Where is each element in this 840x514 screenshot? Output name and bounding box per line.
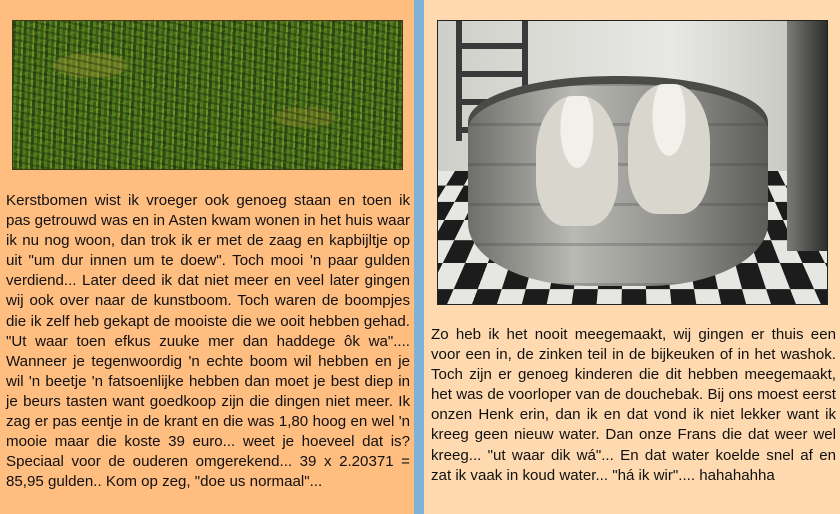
photo-child-left (536, 96, 618, 226)
photo-child-right (628, 84, 710, 214)
bathtub-photo (437, 20, 828, 305)
photo-door (787, 21, 827, 251)
left-story-text: Kerstbomen wist ik vroeger ook genoeg staan en toen ik pas getrouwd was en in Asten kwam wonen in het huis waar ik nu nog woon, dan trok ik er met de zaag en kapbijltje op uit "um dur innen um te doew". Toch mooi 'n paar gulden verdiend... Later deed ik dat niet meer en veel later gingen wij ook over naar de kunstboom. Toch waren de boompjes die ik zelf heb gekapt de mooiste die we ooit hebben gehad. "Ut waar toen efkus zuuke mer dan haddege ôk wa".... Wanneer je tegenwoordig 'n echte boom wil hebben en je wil 'n beetje 'n fatsoenlijke hebben dan moet je best diep in je beurs tasten want goedkoop zijn die dingen niet meer. Ik zag er pas eentje in de krant en die was 1,80 hoog en wel 'n mooie maar die koste 39 euro... weet je hoeveel dat is? Speciaal voor de ouderen omgerekend... 39 x 2.20371 = 85,95 gulden.. Kom op zeg, "doe us normaal"... (6, 192, 410, 491)
christmas-trees-photo (12, 20, 403, 170)
right-story-text: Zo heb ik het nooit meegemaakt, wij gingen er thuis een voor een in, de zinken teil in de bijkeuken of in het washok. Toch zijn er genoeg kinderen die dit hebben meegemaakt, het was de voorloper van de douchebak. Bij ons moest eerst onzen Henk erin, dan ik en dat vond ik niet lekker want ik kreeg geen nieuw water. Dan onze Frans die dat weer wel kreeg... "ut waar dik wá"... En dat water koelde snel af en zat ik vaak in koud water... "há ik wir".... hahahahha (431, 326, 836, 484)
photo-zinc-tub (468, 76, 768, 286)
column-divider (414, 0, 424, 514)
